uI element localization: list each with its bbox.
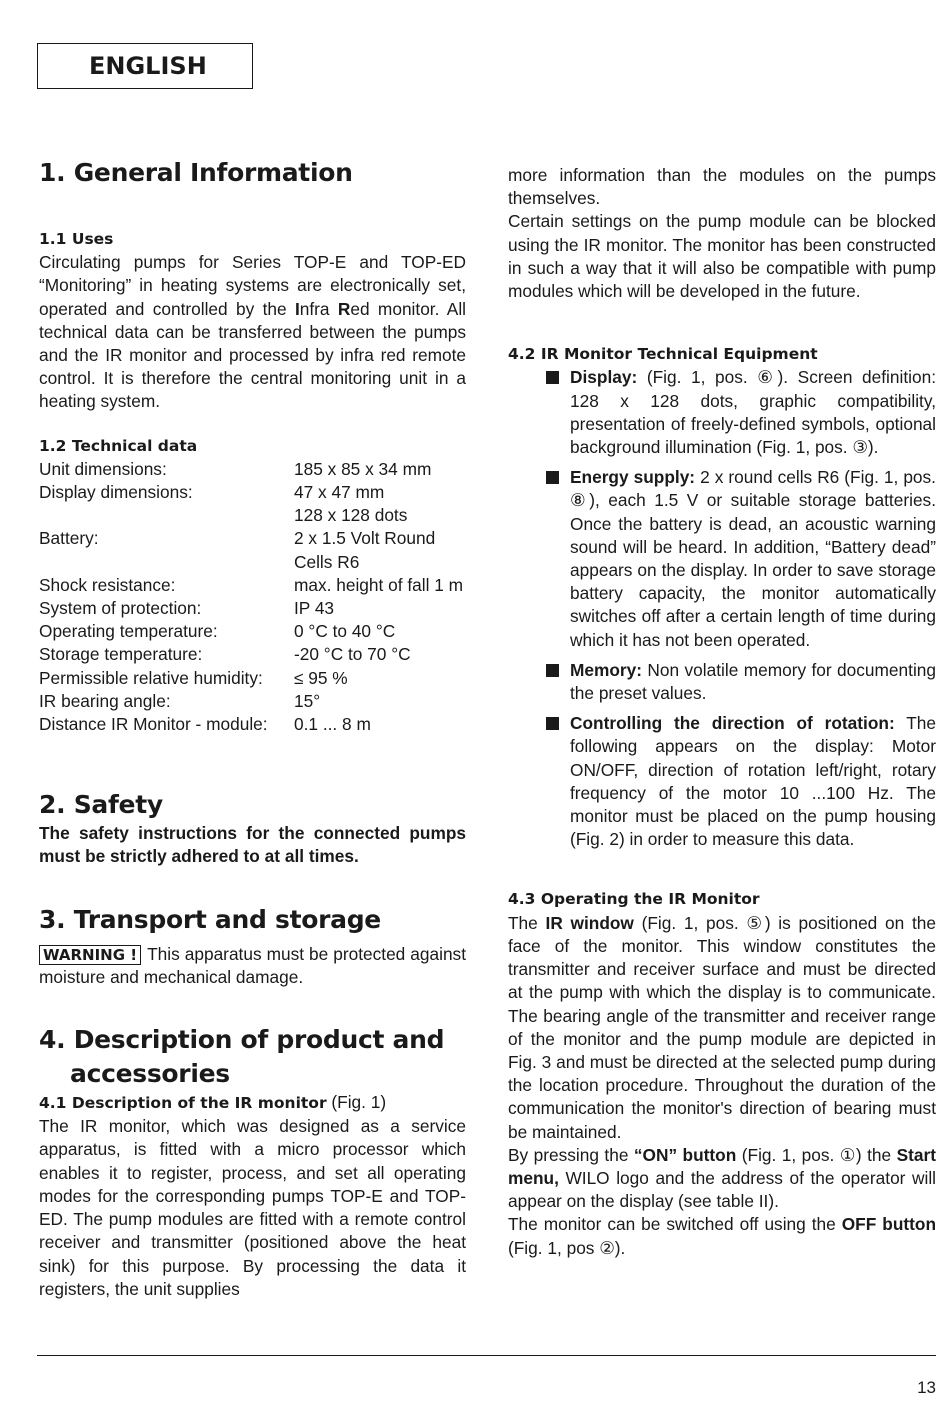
tech-row-value: max. height of fall 1 m [294, 574, 464, 595]
equipment-item [508, 466, 936, 652]
uses-text: Circulating pumps for Series TOP-E and TOP-ED “Monitoring” in heating systems are electronically set, operated and controlled by the Infra Red monitor. All technical data can be transferred between the pumps and the IR monitor and processed by infra red remote control. It is therefore the central monitoring unit in a heating system. [39, 252, 466, 412]
tech-row-label [39, 504, 294, 527]
equipment-list [508, 366, 936, 851]
section-2-title: 2. Safety [39, 790, 163, 820]
tech-row-value: 128 x 128 dots [294, 505, 408, 526]
tech-row-value: Cells R6 [294, 551, 360, 572]
tech-row-label: Shock resistance: [39, 574, 176, 595]
equipment-item-label: Controlling the direction of rotation: [570, 713, 895, 734]
tech-row-label: Battery: [39, 528, 99, 549]
section-4-3-title: 4.3 Operating the IR Monitor [508, 890, 760, 909]
section-4-1-text: The IR monitor, which was designed as a service apparatus, is fitted with a micro processor which enables it to register, process, and set all operating modes for the corresponding pumps TOP-E and TOP-ED. The pump modules are fitted with a remote control receiver and transmitter (positioned above the heat sink) for this purpose. By processing the data it registers, the unit supplies [39, 1116, 466, 1299]
tech-row-value: 185 x 85 x 34 mm [294, 458, 432, 479]
equipment-item-text: (Fig. 1, pos. ⑥). Screen definition: 128 x 128 dots, graphic compatibility, presentation of freely-defined symbols, optional background illumination (Fig. 1, pos. ③). [570, 367, 936, 458]
technical-data-title: 1.2 Technical data [39, 436, 198, 455]
on-button-text: By pressing the “ON” button (Fig. 1, pos. ①) the Start menu, WILO logo and the address of the operator will appear on the display (see table II). [508, 1144, 936, 1212]
tech-row-label: IR bearing angle: [39, 690, 171, 711]
left-column [39, 156, 466, 1301]
tech-row-label [39, 551, 294, 574]
safety-text: The safety instructions for the connected pumps must be strictly adhered to at all times. [39, 823, 466, 867]
bullet-square-icon [546, 664, 559, 677]
technical-data-table [39, 458, 466, 736]
tech-row-label: Display dimensions: [39, 482, 193, 503]
tech-row-value: 15° [294, 690, 321, 711]
section-4-2-title: 4.2 IR Monitor Technical Equipment [508, 345, 818, 364]
tech-row-value: 0 °C to 40 °C [294, 621, 396, 642]
tech-row-label: Permissible relative humidity: [39, 667, 263, 688]
tech-row-label: System of protection: [39, 598, 202, 619]
equipment-item-label: Energy supply: [570, 467, 696, 488]
bullet-square-icon [546, 471, 559, 484]
right-column [508, 164, 936, 1260]
tech-row-label: Storage temperature: [39, 644, 203, 665]
equipment-item [508, 366, 936, 459]
equipment-item-text: The following appears on the display: Motor ON/OFF, direction of rotation left/right, rotary frequency of the motor 10 ...100 Hz. The monitor must be placed on the pump housing (Fig. 2) in order to measure this data. [570, 713, 936, 850]
bullet-square-icon [546, 371, 559, 384]
warning-badge: WARNING ! [39, 945, 141, 965]
section-4-1-title: 4.1 Description of the IR monitor (Fig. 1) [39, 1092, 387, 1113]
continued-text: more information than the modules on the pumps themselves. [508, 165, 936, 209]
tech-row-label: Distance IR Monitor - module: [39, 714, 268, 735]
tech-row-value: IP 43 [294, 598, 335, 619]
tech-row-value: ≤ 95 % [294, 667, 348, 688]
uses-title: 1.1 Uses [39, 230, 114, 248]
tech-row-value: 0.1 ... 8 m [294, 714, 371, 735]
tech-row-value: 47 x 47 mm [294, 482, 385, 503]
language-label: ENGLISH [37, 43, 253, 89]
footer-rule [37, 1355, 936, 1356]
ir-window-text: The IR window (Fig. 1, pos. ⑤) is positioned on the face of the monitor. This window constitutes the transmitter and receiver surface and must be directed at the pump with which the display is to communicate. The bearing angle of the transmitter and receiver range of the monitor and the pump module are depicted in Fig. 3 and must be directed at the selected pump during the location procedure. Throughout the duration of the communication the monitor's direction of bearing must be maintained. [508, 912, 936, 1142]
equipment-item-label: Memory: [570, 659, 643, 680]
page-number: 13 [917, 1378, 936, 1397]
equipment-item-label: Display: [570, 367, 638, 388]
equipment-item [508, 712, 936, 851]
tech-row-label: Operating temperature: [39, 621, 218, 642]
tech-row-label: Unit dimensions: [39, 458, 167, 479]
equipment-item [508, 659, 936, 705]
equipment-item-text: Non volatile memory for documenting the preset values. [570, 659, 936, 704]
tech-row-value: -20 °C to 70 °C [294, 644, 411, 665]
equipment-item-text: 2 x round cells R6 (Fig. 1, pos. ⑧), each 1.5 V or suitable storage batteries. Once the battery is dead, an acoustic warning sound will be heard. In addition, “Battery dead” appears on the display. In order to save storage battery capacity, the monitor automatically switches off after a certain length of time during which it has not been operated. [570, 467, 936, 650]
off-button-text: The monitor can be switched off using the OFF button (Fig. 1, pos ②). [508, 1214, 936, 1258]
ir-block-text: Certain settings on the pump module can be blocked using the IR monitor. The monitor has been constructed in such a way that it will also be compatible with pump modules which will be developed in the future. [508, 211, 936, 302]
section-3-title: 3. Transport and storage [39, 904, 381, 934]
section-4-title: 4. Description of product and accessories [39, 1025, 445, 1089]
bullet-square-icon [546, 717, 559, 730]
section-1-title: 1. General Information [39, 158, 353, 187]
tech-row-value: 2 x 1.5 Volt Round [294, 528, 436, 549]
transport-text: WARNING ! This apparatus must be protected against moisture and mechanical damage. [39, 943, 466, 987]
